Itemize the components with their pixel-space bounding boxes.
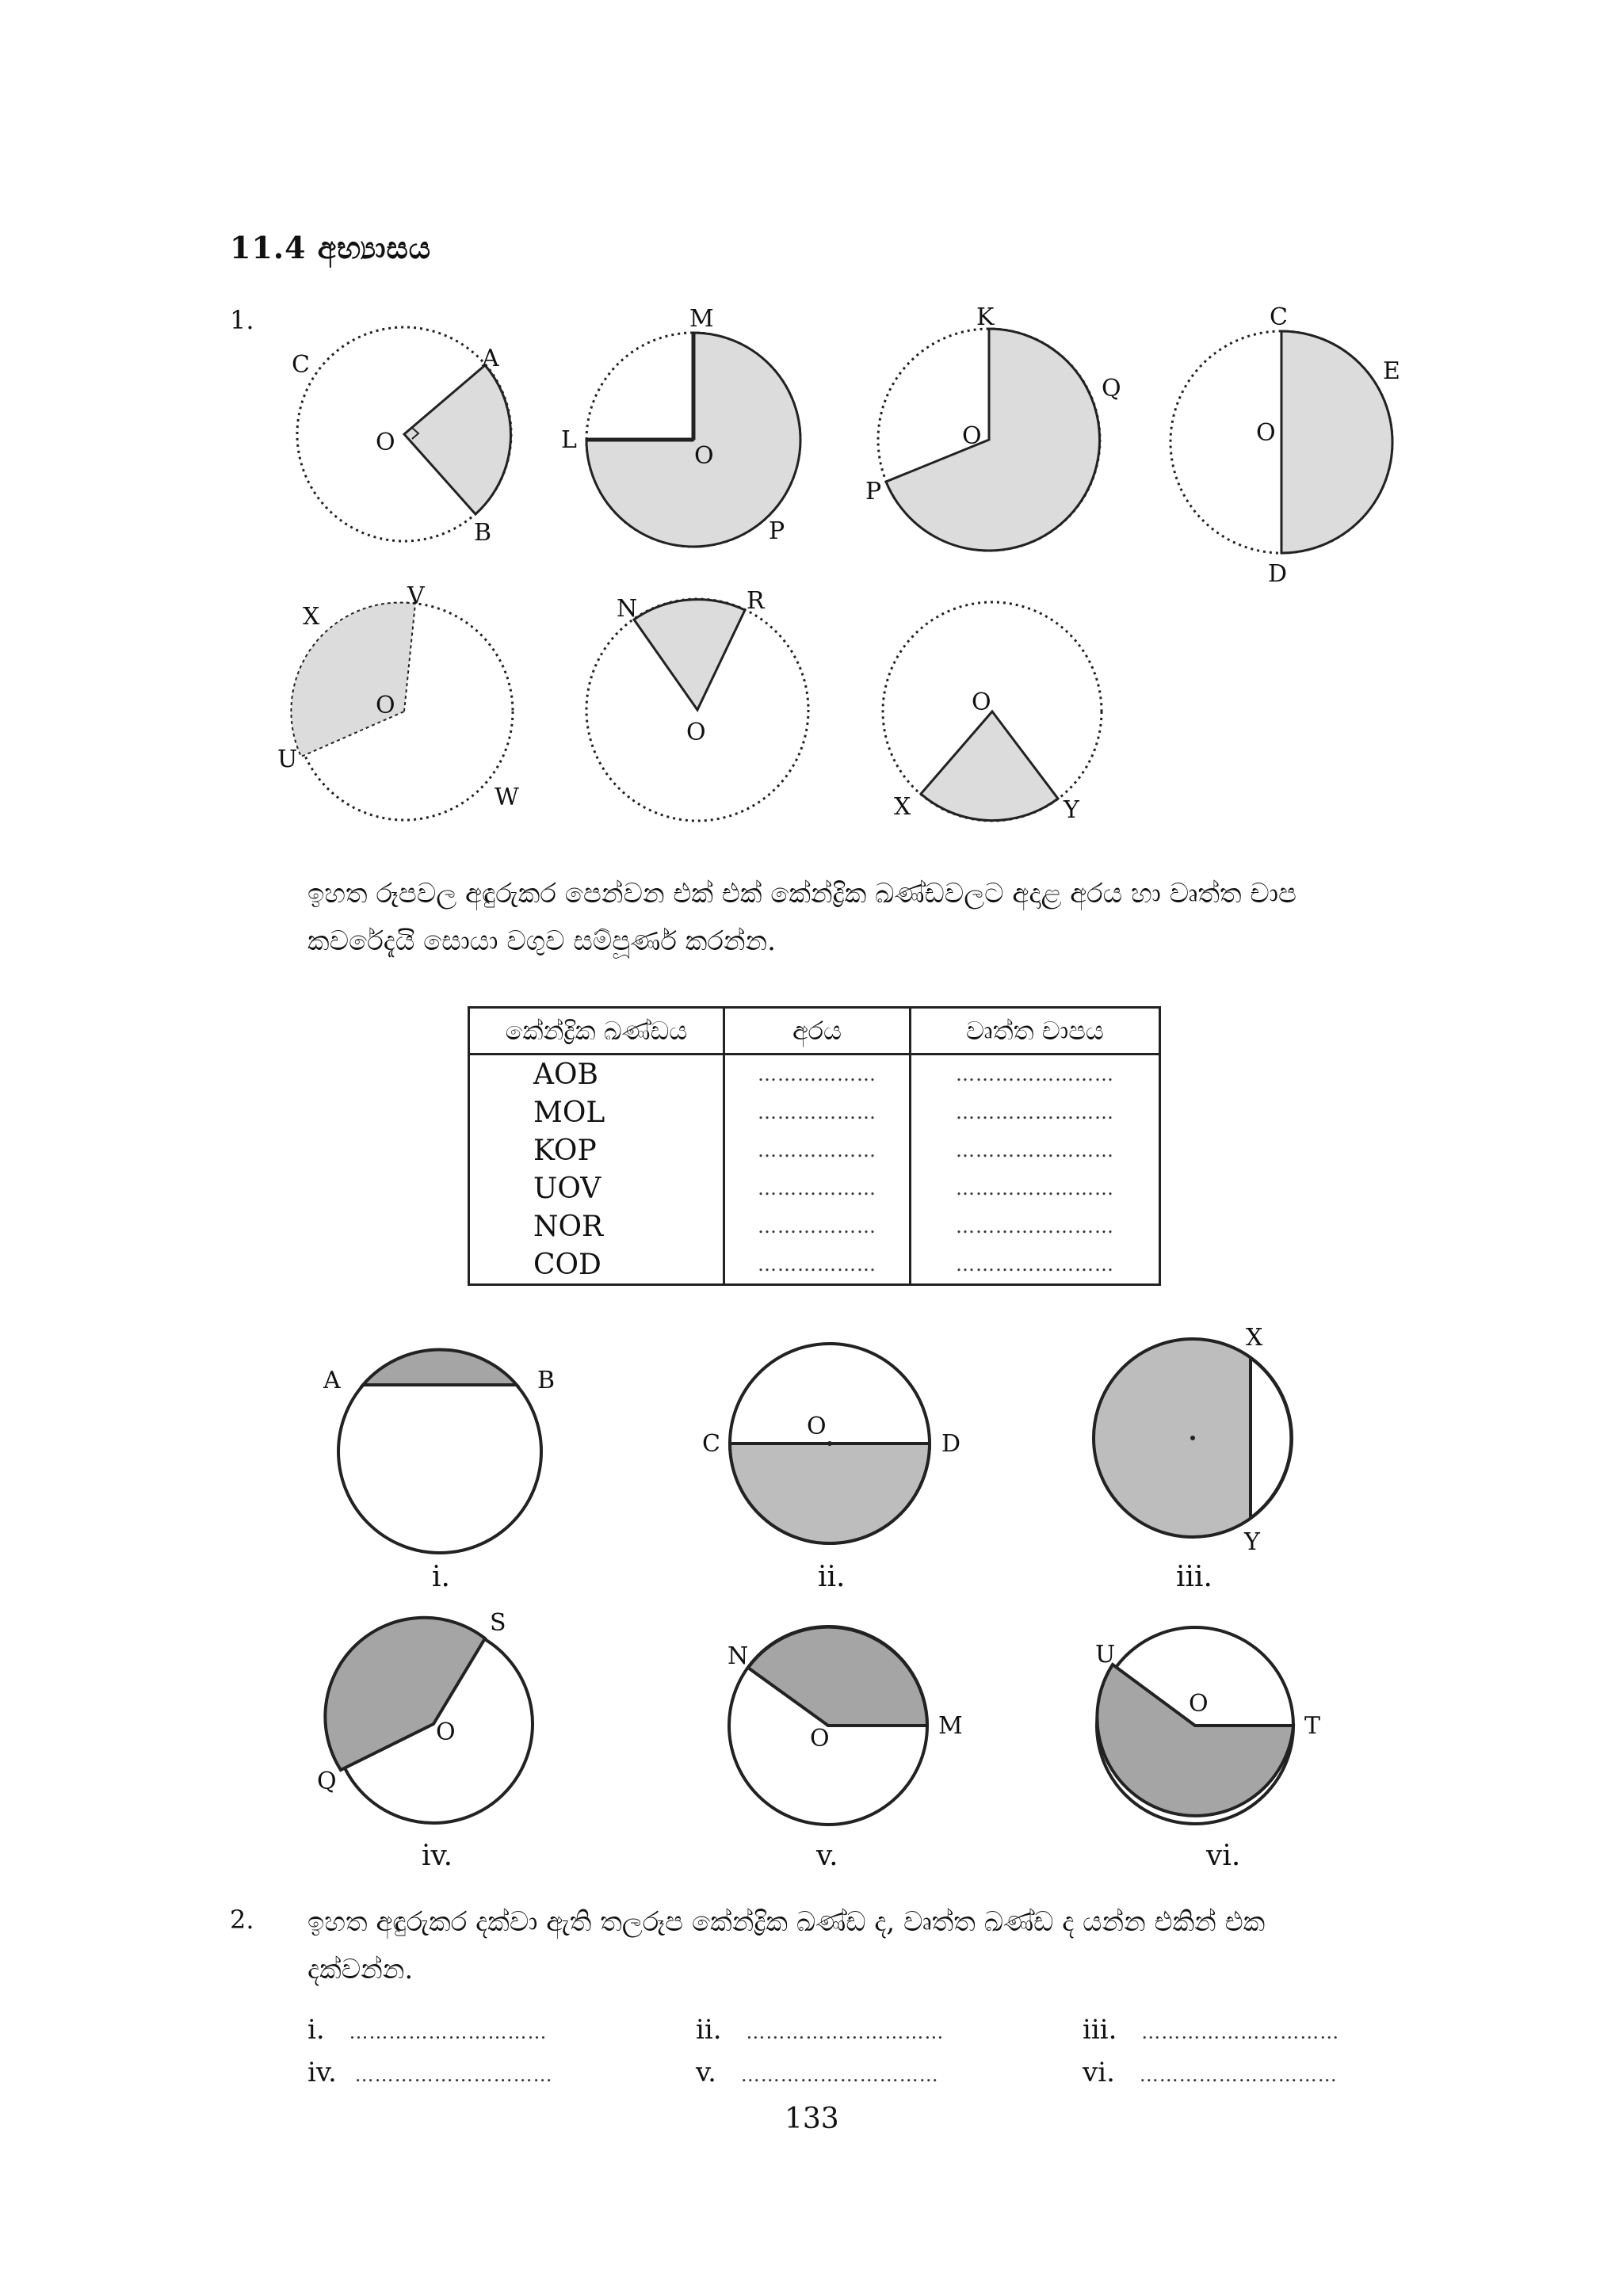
- segment-figures: [0, 1299, 1623, 1870]
- cell-radius-blank[interactable]: ………………: [724, 1093, 911, 1131]
- circle-uov: [277, 582, 519, 820]
- fig-iii-label-x: X: [1246, 1324, 1263, 1352]
- label-o1: O: [376, 429, 395, 456]
- label-o3: O: [962, 422, 982, 450]
- cell-sector: AOB: [469, 1055, 724, 1094]
- cell-radius-blank[interactable]: ………………: [724, 1245, 911, 1285]
- circle-mol: [561, 305, 800, 547]
- figure-v: [727, 1627, 963, 1870]
- cell-radius-blank[interactable]: ………………: [724, 1169, 911, 1207]
- exercise-heading: 11.4 අභ්‍යාසය: [230, 230, 432, 265]
- question-2-instruction: [307, 1898, 1417, 1993]
- figure-ii: [702, 1344, 960, 1593]
- label-l: L: [561, 426, 577, 454]
- cell-arc-blank[interactable]: ……………………: [911, 1245, 1160, 1285]
- fig-ii-label-o: O: [807, 1413, 827, 1440]
- fig-vi-label-o: O: [1189, 1690, 1209, 1718]
- fig-iii-caption: iii.: [1176, 1561, 1212, 1593]
- label-o2: O: [694, 442, 714, 470]
- q2-instruction-line-1: ඉහත අඳුරුකර දක්වා ඇති තලරූප කේන්ද්‍රික ඛණ්ඩ ද, වෘත්ත ඛණ්ඩ ද යන්න එකින් එක: [307, 1906, 1266, 1938]
- cell-radius-blank[interactable]: ………………: [724, 1207, 911, 1245]
- label-o5: O: [376, 692, 395, 719]
- sector-table: [468, 1006, 1161, 1286]
- cell-sector: KOP: [469, 1131, 724, 1169]
- label-u5: U: [277, 746, 298, 773]
- cell-arc-blank[interactable]: ……………………: [911, 1093, 1160, 1131]
- answer-iv: [307, 2057, 553, 2088]
- fig-iii-label-y: Y: [1244, 1528, 1260, 1556]
- answer-blank[interactable]: …………………………: [740, 2064, 939, 2086]
- fig-iv-label-o: O: [436, 1718, 456, 1746]
- figure-i: [323, 1350, 555, 1593]
- label-r6: R: [747, 587, 765, 615]
- fig-ii-label-d: D: [941, 1430, 961, 1458]
- q2-instruction-line-2: දක්වන්න.: [307, 1954, 414, 1985]
- label-d4: D: [1268, 560, 1288, 588]
- sector-diagrams: [0, 0, 1623, 856]
- label-y7: Y: [1064, 796, 1079, 824]
- label-n6: N: [617, 595, 638, 623]
- answer-label: iv.: [307, 2057, 337, 2088]
- cell-sector: COD: [469, 1245, 724, 1285]
- header-arc: වෘත්ත චාපය: [911, 1008, 1160, 1055]
- fig-v-label-o: O: [810, 1725, 830, 1753]
- cell-arc-blank[interactable]: ……………………: [911, 1131, 1160, 1169]
- answer-label: i.: [307, 2014, 325, 2046]
- table-row: [469, 1207, 1160, 1245]
- table-row: [469, 1169, 1160, 1207]
- header-radius: අරය: [724, 1008, 911, 1055]
- label-o6: O: [686, 719, 706, 746]
- cell-arc-blank[interactable]: ……………………: [911, 1055, 1160, 1094]
- label-b1: B: [474, 519, 492, 547]
- circle-cod: [1170, 303, 1400, 588]
- fig-i-label-b: B: [537, 1367, 556, 1394]
- label-c4: C: [1270, 303, 1288, 331]
- answer-blank[interactable]: …………………………: [354, 2064, 553, 2086]
- cell-arc-blank[interactable]: ……………………: [911, 1169, 1160, 1207]
- answer-ii: [696, 2014, 944, 2046]
- fig-i-label-a: A: [323, 1367, 341, 1394]
- table-row: [469, 1093, 1160, 1131]
- label-a1: A: [482, 345, 499, 372]
- header-sector: කේන්ද්‍රික ඛණ්ඩය: [469, 1008, 724, 1055]
- label-o7: O: [972, 688, 991, 716]
- answer-label: ii.: [696, 2014, 722, 2046]
- circle-aob: [292, 327, 511, 547]
- fig-vi-label-u: U: [1095, 1641, 1116, 1669]
- answer-blank[interactable]: …………………………: [1141, 2021, 1340, 2043]
- cell-sector: UOV: [469, 1169, 724, 1207]
- answer-label: vi.: [1083, 2057, 1115, 2088]
- circle-kop: [865, 303, 1121, 551]
- table-row: [469, 1245, 1160, 1285]
- fig-i-caption: i.: [432, 1561, 450, 1593]
- table-header-row: [469, 1008, 1160, 1055]
- circle-xoy: [883, 602, 1102, 824]
- question-1-instruction: [307, 870, 1417, 965]
- answer-label: v.: [696, 2057, 716, 2088]
- figure-iii: [1094, 1324, 1292, 1593]
- label-v5: V: [407, 582, 425, 610]
- fig-iv-label-q: Q: [317, 1768, 337, 1795]
- label-m: M: [689, 305, 714, 333]
- fig-ii-label-c: C: [702, 1430, 720, 1458]
- fig-v-caption: v.: [816, 1840, 838, 1870]
- instruction-line-1: ඉහත රූපවල අඳුරුකර පෙන්වන එක් එක් කේන්ද්‍රික ඛණ්ඩවලට අදාළ අරය හා වෘත්ත චාප: [307, 878, 1297, 910]
- question-2-number: 2.: [230, 1905, 254, 1935]
- cell-radius-blank[interactable]: ………………: [724, 1131, 911, 1169]
- answer-iii: [1083, 2014, 1339, 2046]
- answer-v: [696, 2057, 939, 2088]
- label-e: E: [1383, 357, 1400, 385]
- fig-vi-label-t: T: [1304, 1712, 1321, 1740]
- label-w5: W: [495, 784, 519, 811]
- cell-sector: MOL: [469, 1093, 724, 1131]
- answer-blank[interactable]: …………………………: [1139, 2064, 1338, 2086]
- label-x7: X: [894, 793, 911, 821]
- cell-sector: NOR: [469, 1207, 724, 1245]
- label-x5: X: [303, 603, 320, 631]
- label-o4: O: [1256, 419, 1276, 447]
- answer-i: [307, 2014, 548, 2046]
- answer-blank[interactable]: …………………………: [746, 2021, 945, 2043]
- answer-blank[interactable]: …………………………: [349, 2021, 548, 2043]
- fig-v-label-m: M: [938, 1712, 963, 1740]
- label-k: K: [976, 303, 995, 331]
- cell-arc-blank[interactable]: ……………………: [911, 1207, 1160, 1245]
- figure-iv: [317, 1609, 533, 1870]
- circle-nor: [586, 587, 808, 821]
- label-q: Q: [1102, 375, 1121, 402]
- fig-iv-label-s: S: [490, 1609, 506, 1637]
- cell-radius-blank[interactable]: ………………: [724, 1055, 911, 1094]
- figure-vi: [1095, 1627, 1320, 1870]
- fig-ii-caption: ii.: [818, 1561, 846, 1593]
- page-number: 133: [785, 2103, 839, 2135]
- question-1-number: 1.: [230, 305, 254, 335]
- fig-iv-caption: iv.: [422, 1840, 453, 1870]
- fig-v-label-n: N: [727, 1642, 749, 1670]
- answer-vi: [1083, 2057, 1338, 2088]
- instruction-line-2: කවරේදැයි සොයා වගුව සම්පූර්ණ කරන්න.: [307, 925, 776, 957]
- fig-vi-caption: vi.: [1206, 1840, 1241, 1870]
- table-row: [469, 1055, 1160, 1094]
- label-p2: P: [769, 517, 785, 545]
- label-c1: C: [292, 351, 310, 379]
- label-p3: P: [865, 478, 882, 505]
- answer-label: iii.: [1083, 2014, 1117, 2046]
- table-row: [469, 1131, 1160, 1169]
